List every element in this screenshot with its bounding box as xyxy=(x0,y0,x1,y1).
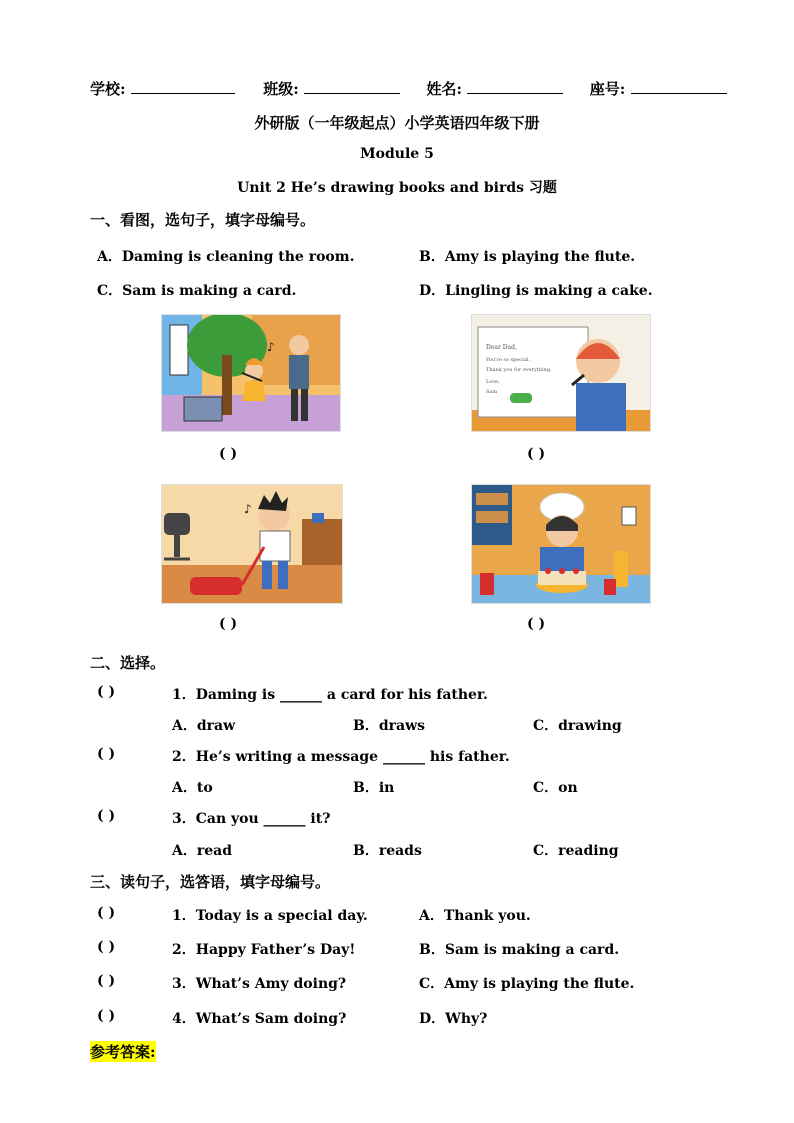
q3-option-a: A．read xyxy=(172,843,233,859)
school-label: 学校: xyxy=(90,80,126,98)
card-line-1: Dear Dad, xyxy=(486,344,517,351)
cake-scene-illustration xyxy=(472,485,650,603)
class-label: 班级: xyxy=(263,80,299,98)
answer-blank-pic4[interactable]: ( ) xyxy=(527,616,546,632)
s3-row3-paren[interactable]: ( ) xyxy=(97,973,116,989)
option-d: D．Lingling is making a cake. xyxy=(419,283,653,299)
q1-option-a: A．draw xyxy=(172,718,236,734)
q1-paren[interactable]: ( ) xyxy=(97,684,116,700)
q2-option-a: A．to xyxy=(172,780,213,796)
section2-heading: 二、选择。 xyxy=(90,654,166,672)
flute-scene-illustration xyxy=(162,315,340,431)
q2-paren[interactable]: ( ) xyxy=(97,746,116,762)
s3-row4-paren[interactable]: ( ) xyxy=(97,1008,116,1024)
svg-text:♪: ♪ xyxy=(244,502,252,516)
title-line-3: Unit 2 He’s drawing books and birds 习题 xyxy=(237,180,557,196)
q1-option-c: C．drawing xyxy=(533,718,622,734)
q3-paren[interactable]: ( ) xyxy=(97,808,116,824)
q3-text: 3．Can you ______ it? xyxy=(172,811,331,827)
q2-option-b: B．in xyxy=(353,780,395,796)
s3-row2-question: 2．Happy Father’s Day! xyxy=(172,942,356,958)
title-line-2: Module 5 xyxy=(360,146,434,162)
s3-row1-answer: A．Thank you. xyxy=(419,908,531,924)
title-line-1: 外研版（一年级起点）小学英语四年级下册 xyxy=(254,114,540,132)
cleaning-scene-illustration xyxy=(162,485,342,603)
section1-heading: 一、看图，选句子，填字母编号。 xyxy=(90,211,316,229)
card-line-5: Sam xyxy=(486,389,498,395)
seat-blank[interactable] xyxy=(631,79,727,94)
seat-label: 座号: xyxy=(589,80,626,98)
option-c: C．Sam is making a card. xyxy=(97,283,297,299)
picture-card xyxy=(471,314,651,432)
picture-flute xyxy=(161,314,341,432)
s3-row1-paren[interactable]: ( ) xyxy=(97,905,116,921)
picture-cake xyxy=(471,484,651,604)
svg-text:♪: ♪ xyxy=(267,340,275,354)
q3-option-c: C．reading xyxy=(533,843,619,859)
s3-row1-question: 1．Today is a special day. xyxy=(172,908,368,924)
card-line-4: Love, xyxy=(486,379,500,385)
s3-row3-answer: C．Amy is playing the flute. xyxy=(419,976,635,992)
name-blank[interactable] xyxy=(467,79,563,94)
s3-row2-paren[interactable]: ( ) xyxy=(97,939,116,955)
q1-option-b: B．draws xyxy=(353,718,426,734)
class-blank[interactable] xyxy=(304,79,400,94)
card-scene-illustration xyxy=(472,315,650,431)
option-a: A．Daming is cleaning the room. xyxy=(97,249,355,265)
answer-blank-pic3[interactable]: ( ) xyxy=(219,616,238,632)
s3-row3-question: 3．What’s Amy doing? xyxy=(172,976,347,992)
school-blank[interactable] xyxy=(131,79,235,94)
s3-row4-question: 4．What’s Sam doing? xyxy=(172,1011,347,1027)
answer-blank-pic2[interactable]: ( ) xyxy=(527,446,546,462)
name-label: 姓名: xyxy=(426,80,463,98)
q2-option-c: C．on xyxy=(533,780,578,796)
card-line-2: You're so special. xyxy=(486,357,530,363)
option-b: B．Amy is playing the flute. xyxy=(419,249,636,265)
q3-option-b: B．reads xyxy=(353,843,422,859)
section3-heading: 三、读句子，选答语，填字母编号。 xyxy=(90,873,331,891)
s3-row4-answer: D．Why? xyxy=(419,1011,488,1027)
q2-text: 2．He’s writing a message ______ his father. xyxy=(172,749,510,765)
header-fields xyxy=(90,78,727,99)
q1-text: 1．Daming is ______ a card for his father. xyxy=(172,687,488,703)
picture-cleaning xyxy=(161,484,343,604)
answers-label: 参考答案: xyxy=(90,1043,156,1061)
answer-blank-pic1[interactable]: ( ) xyxy=(219,446,238,462)
card-line-3: Thank you for everything. xyxy=(486,367,552,373)
s3-row2-answer: B．Sam is making a card. xyxy=(419,942,620,958)
